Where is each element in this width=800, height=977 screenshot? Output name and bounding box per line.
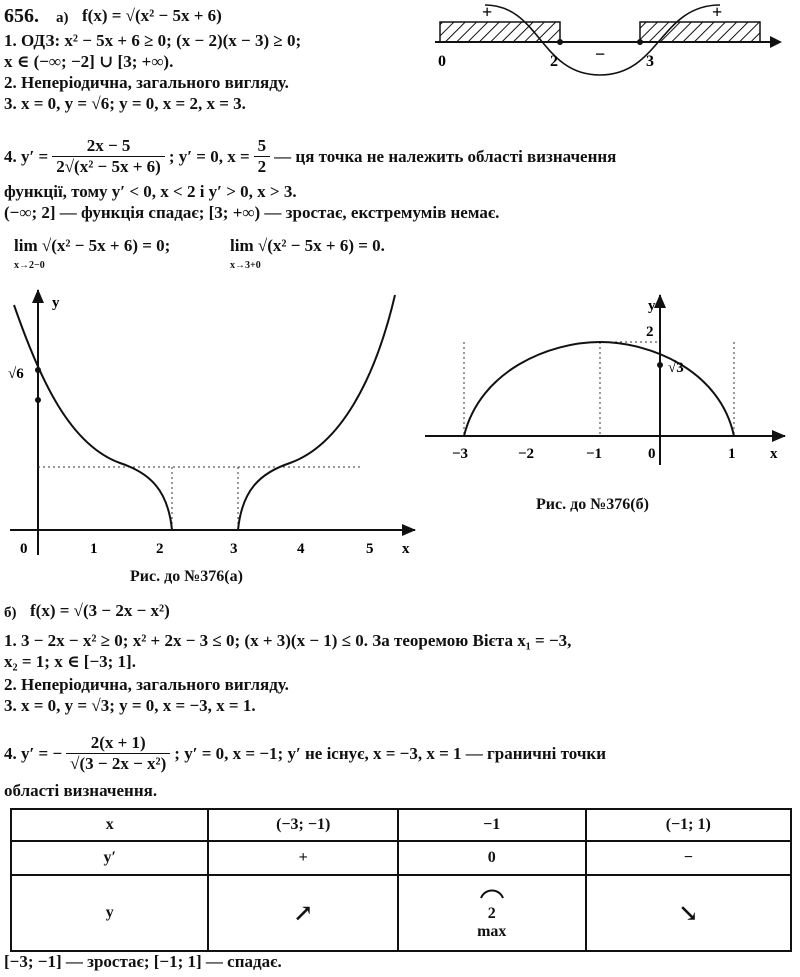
graph-b-tick-m3: −3 (452, 446, 469, 462)
graph-a-tick-3: 3 (230, 541, 238, 557)
part-a-line6: (−∞; 2] — функція спадає; [3; +∞) — зростає, екстремумів немає. (4, 203, 500, 222)
table-cell: + (208, 841, 398, 875)
part-b-deriv-den: √(3 − 2x − x²) (70, 754, 167, 773)
graph-b (420, 290, 800, 480)
part-a-label: а) (56, 10, 69, 26)
part-b-line3: 3. x = 0, y = √3; y = 0, x = −3, x = 1. (4, 696, 256, 715)
graph-a-y-label: y (52, 295, 60, 311)
part-a-deriv-cond: ; y′ = 0, x = (168, 146, 250, 166)
part-a-half-fraction (254, 136, 271, 177)
table-row (11, 841, 791, 875)
graph-b-tick-m2: −2 (518, 446, 535, 462)
sign-plus-right: + (712, 2, 723, 22)
part-a-function: f(x) = √(x² − 5x + 6) (82, 6, 222, 25)
part-b-function: f(x) = √(3 − 2x − x²) (30, 601, 170, 620)
part-a-line1: 1. ОДЗ: x² − 5x + 6 ≥ 0; (x − 2)(x − 3) ≥ 0; (4, 31, 302, 50)
part-a-lim1: lim √(x² − 5x + 6) = 0; (14, 236, 171, 255)
part-a-deriv-prefix: 4. y′ = (4, 146, 49, 166)
decreasing-arrow-icon: ↘ (586, 875, 792, 951)
part-b-line5: області визначення. (4, 781, 158, 800)
max-arc-icon (477, 886, 507, 900)
graph-a (0, 285, 430, 570)
part-b-line1b: x₂ = 1; x ∈ [−3; 1]. (4, 652, 136, 671)
part-b-deriv-prefix: 4. y′ = − (4, 743, 63, 763)
part-b-final: [−3; −1] — зростає; [−1; 1] — спадає. (4, 952, 282, 971)
part-a-lim2: lim √(x² − 5x + 6) = 0. (230, 236, 385, 255)
max-value: 2 (487, 904, 496, 922)
part-b-label: б) (4, 605, 17, 621)
part-b-deriv-num: 2(x + 1) (66, 733, 170, 754)
sign-tick-3: 3 (646, 53, 654, 70)
table-cell: (−1; 1) (586, 809, 792, 841)
part-a-half-den: 2 (257, 157, 267, 176)
graph-a-x-label: x (402, 541, 410, 557)
part-a-half-num: 5 (254, 136, 271, 157)
part-a-deriv-note: — ця точка не належить області визначення (274, 146, 617, 166)
part-b-deriv-note: ; y′ = 0, x = −1; y′ не існує, x = −3, x = 1 — граничні точки (174, 743, 607, 763)
problem-number: 656. (4, 5, 39, 27)
table-row (11, 875, 791, 951)
graph-b-sqrt3: √3 (668, 360, 684, 376)
part-b-derivative (4, 733, 606, 774)
graph-a-caption: Рис. до №376(а) (130, 568, 243, 585)
table-cell: − (586, 841, 792, 875)
graph-b-x-label: x (770, 446, 778, 462)
part-b-deriv-fraction (66, 733, 170, 774)
part-b-line2: 2. Неперіодична, загального вигляду. (4, 675, 289, 694)
part-a-deriv-fraction (52, 136, 165, 177)
table-cell: (−3; −1) (208, 809, 398, 841)
sign-chart (430, 0, 790, 80)
graph-a-origin: 0 (20, 541, 28, 557)
graph-a-tick-2: 2 (156, 541, 164, 557)
graph-b-caption: Рис. до №376(б) (536, 496, 649, 513)
table-cell-max (398, 875, 586, 951)
sign-tick-0: 0 (438, 53, 446, 70)
part-a-deriv-num: 2x − 5 (52, 136, 165, 157)
graph-a-tick-4: 4 (297, 541, 305, 557)
graph-b-tick-m1: −1 (586, 446, 603, 462)
graph-b-tick-1: 1 (728, 446, 736, 462)
part-a-line5: функції, тому y′ < 0, x < 2 і y′ > 0, x > 3. (4, 182, 297, 201)
part-a-deriv-den: 2√(x² − 5x + 6) (56, 157, 161, 176)
sign-plus-left: + (482, 2, 493, 22)
part-a-lim2-sub: x→3+0 (230, 260, 261, 271)
increasing-arrow-icon: ↗ (208, 875, 398, 951)
graph-b-y-label: y (648, 298, 656, 314)
graph-a-sqrt6: √6 (8, 366, 24, 382)
table-cell: 0 (398, 841, 586, 875)
table-row (11, 809, 791, 841)
part-a-line3: 3. x = 0, y = √6; y = 0, x = 2, x = 3. (4, 94, 246, 113)
table-cell: y (11, 875, 208, 951)
sign-minus: − (595, 44, 606, 64)
graph-a-tick-5: 5 (366, 541, 374, 557)
part-a-lim1-sub: x→2−0 (14, 260, 45, 271)
part-a-line2: 2. Неперіодична, загального вигляду. (4, 73, 289, 92)
part-a-line1b: x ∈ (−∞; −2] ∪ [3; +∞). (4, 52, 174, 71)
graph-b-tick-0: 0 (648, 446, 656, 462)
graph-a-tick-1: 1 (90, 541, 98, 557)
table-cell: y′ (11, 841, 208, 875)
table-cell: −1 (398, 809, 586, 841)
max-label: max (477, 922, 507, 940)
sign-tick-2: 2 (550, 53, 558, 70)
part-a-derivative (4, 136, 616, 177)
variation-table (10, 808, 792, 952)
graph-b-y-tick: 2 (646, 324, 654, 340)
part-b-line1: 1. 3 − 2x − x² ≥ 0; x² + 2x − 3 ≤ 0; (x + 3)(x − 1) ≤ 0. За теоремою Вієта x₁ = −3, (4, 631, 572, 650)
table-cell: x (11, 809, 208, 841)
